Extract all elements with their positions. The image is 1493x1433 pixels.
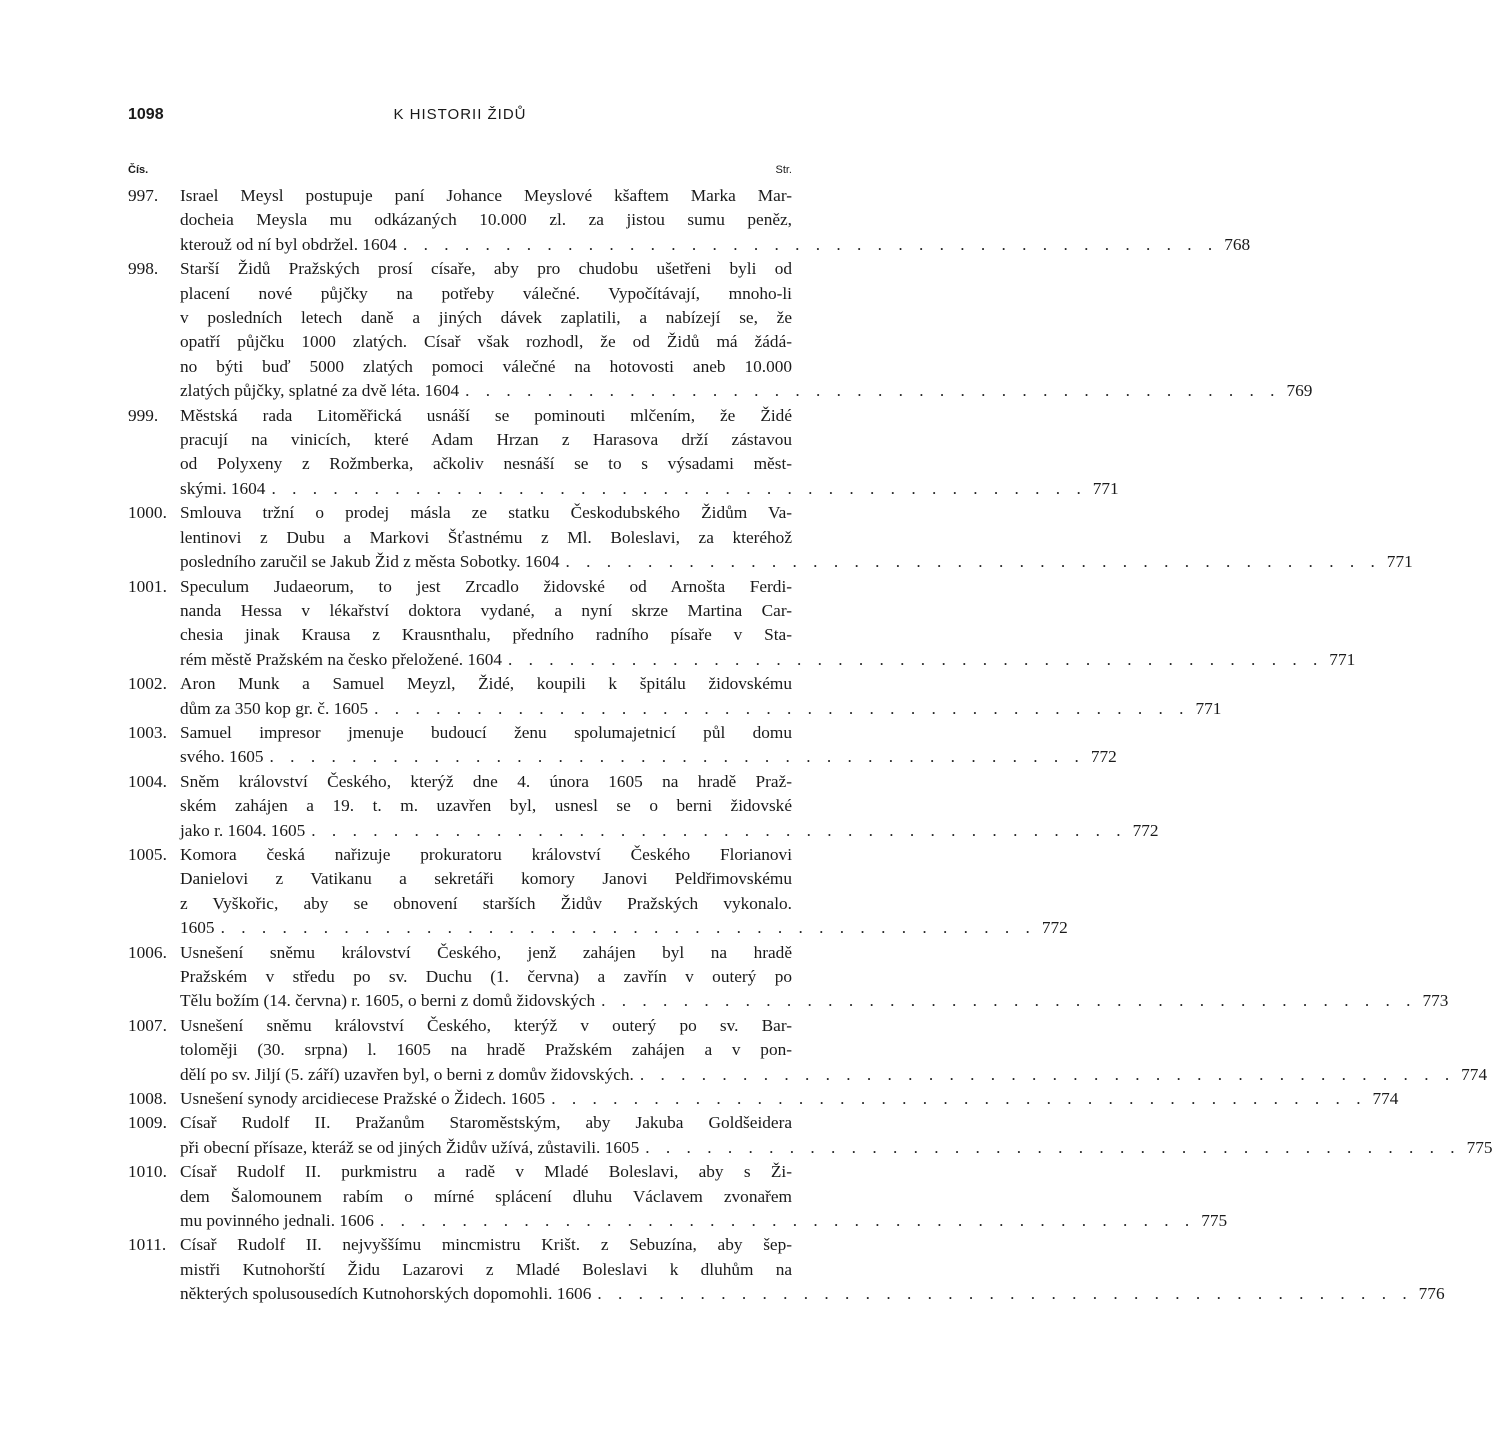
entry-text-line: svého. 1605 [180,747,264,767]
dot-leader: . . . . . . . . . . . . . . . . . . . . . . . . . . . . . . . . . . . . . . . . [565,552,1381,572]
entry-text-line: jako r. 1604. 1605 [180,820,306,840]
entry-last-line [180,648,1356,672]
entry-last-line [180,233,1251,257]
dot-leader: . . . . . . . . . . . . . . . . . . . . . . . . . . . . . . . . . . . . . . . . [601,991,1417,1011]
list-item [128,1014,1488,1087]
entry-number: 1002. [128,674,167,694]
entry-text-line: Usnešení sněmu království Českého, jenž zahájen byl na hradě [180,942,792,962]
column-headings [128,164,792,182]
dot-leader: . . . . . . . . . . . . . . . . . . . . . . . . . . . . . . . . . . . . . . . . [645,1137,1461,1157]
list-item [128,1233,1445,1306]
dot-leader: . . . . . . . . . . . . . . . . . . . . . . . . . . . . . . . . . . . . . . . . [507,649,1324,669]
entry-text-line: Aron Munk a Samuel Meyzl, Židé, koupili k špitálu židovskému [180,674,792,694]
entry-text-line: lentinovi z Dubu a Markovi Šťastnému z Ml. Boleslavi, za kteréhož [180,527,792,547]
entry-number: 1006. [128,942,167,962]
entry-text-line: mu povinného jednali. 1606 [180,1211,374,1231]
entry-number: 1008. [128,1089,167,1109]
entry-text-line: v posledních letech daně a jiných dávek zaplatili, a nabízejí se, že [180,308,792,328]
entry-last-line [180,819,1159,843]
column-heading-number: Čís. [128,164,149,176]
entry-page-number: 771 [1386,552,1413,572]
entry-text-line: Smlouva tržní o prodej másla ze statku Českodubského Židům Va- [180,503,792,523]
entry-number: 1010. [128,1162,167,1182]
entry-text-line: Usnešení sněmu království Českého, kterýž v outerý po sv. Bar- [180,1015,792,1035]
entry-text-line: pracují na vinicích, které Adam Hrzan z Harasova drží zástavou [180,430,792,450]
entry-last-line [180,989,1449,1013]
entry-text-line: Samuel impresor jmenuje budoucí ženu spolumajetnicí půl domu [180,722,792,742]
dot-leader: . . . . . . . . . . . . . . . . . . . . . . . . . . . . . . . . . . . . . . . . [311,820,1127,840]
list-item [128,721,1117,770]
entry-text-line: mistři Kutnohorští Židu Lazarovi z Mladé Boleslavi k dluhům na [180,1259,792,1279]
entry-last-line [180,697,1222,721]
entry-text-line: docheia Meysla mu odkázaných 10.000 zl. za jistou sumu peněz, [180,210,792,230]
entry-number: 1003. [128,722,167,742]
page-number: 1098 [128,106,164,123]
entry-number: 1000. [128,503,167,523]
list-item [128,770,1159,843]
entry-page-number: 775 [1466,1137,1493,1157]
list-item [128,1087,1399,1111]
entry-page-number: 771 [1329,649,1356,669]
entry-last-line [180,1063,1488,1087]
entry-text-line: od Polyxeny z Rožmberka, ačkoliv nesnáší se to s výsadami měst- [180,454,792,474]
entry-text-line: Císař Rudolf II. nejvyššímu mincmistru Krišt. z Sebuzína, aby šep- [180,1235,792,1255]
dot-leader: . . . . . . . . . . . . . . . . . . . . . . . . . . . . . . . . . . . . . . . . [465,381,1281,401]
list-item [128,184,1251,257]
entry-text-line: Císař Rudolf II. Pražanům Staroměstským, aby Jakuba Goldšeidera [180,1113,792,1133]
entry-page-number: 773 [1422,991,1449,1011]
entry-page-number: 768 [1224,234,1251,254]
entry-number: 997. [128,186,159,205]
entry-page-number: 771 [1195,698,1222,718]
entry-text-line: Danielovi z Vatikanu a sekretáři komory Janovi Peldřimovskému [180,869,792,889]
entry-text-line: no býti buď 5000 zlatých pomoci válečné na hotovosti aneb 10.000 [180,356,792,376]
entry-text-line: placení nové půjčky na potřeby válečné. Vypočítávají, mnoho-li [180,283,792,303]
entry-last-line [180,745,1117,769]
entry-number: 1007. [128,1015,167,1035]
entry-number: 998. [128,259,159,279]
entry-text-line: Speculum Judaeorum, to jest Zrcadlo židovské od Arnošta Ferdi- [180,576,792,596]
list-item [128,1160,1228,1233]
running-title: K HISTORII ŽIDŮ [393,106,527,123]
entry-text-line: dělí po sv. Jiljí (5. září) uzavřen byl, o berni z domův židovských. [180,1064,634,1084]
entry-text-line: opatří půjčku 1000 zlatých. Císař však rozhodl, že od Židů má žádá- [180,332,792,352]
entry-text-line: Israel Meysl postupuje paní Johance Meyslové kšaftem Marka Mar- [180,186,792,205]
list-item [128,501,1413,574]
entry-last-line [180,1209,1228,1233]
list-item [128,672,1222,721]
entry-text-line: toloměji (30. srpna) l. 1605 na hradě Pražském zahájen a v pon- [180,1040,792,1060]
entry-number: 1005. [128,844,167,864]
entry-page-number: 772 [1132,820,1159,840]
dot-leader: . . . . . . . . . . . . . . . . . . . . . . . . . . . . . . . . . . . . . . . . [597,1284,1413,1304]
entry-last-line [180,1087,1399,1111]
running-head [128,106,792,132]
entry-page-number: 771 [1092,478,1119,498]
list-item [128,575,1356,673]
entry-text-line: Tělu božím (14. června) r. 1605, o berni z domů židovských [180,991,596,1011]
entry-last-line [180,1282,1445,1306]
dot-leader: . . . . . . . . . . . . . . . . . . . . . . . . . . . . . . . . . . . . . . . . [379,1211,1196,1231]
entry-page-number: 775 [1201,1211,1228,1231]
entry-text-line: Usnešení synody arcidiecese Pražské o Židech. 1605 [180,1089,546,1109]
entry-text-line: Sněm království Českého, kterýž dne 4. února 1605 na hradě Praž- [180,771,792,791]
dot-leader: . . . . . . . . . . . . . . . . . . . . . . . . . . . . . . . . . . . . . . . . [220,918,1036,938]
column-heading-page: Str. [775,164,792,176]
entry-text-line: dům za 350 kop gr. č. 1605 [180,698,369,718]
entry-last-line [180,1136,1493,1160]
entry-page-number: 772 [1041,918,1068,938]
entry-number: 1009. [128,1113,167,1133]
entry-page-number: 776 [1418,1284,1445,1304]
entry-list [128,184,1493,1307]
entry-page-number: 772 [1090,747,1117,767]
entry-number: 1001. [128,576,167,596]
entry-page-number: 769 [1286,381,1313,401]
entry-text-line: skými. 1604 [180,478,266,498]
entry-text-line: kterouž od ní byl obdržel. 1604 [180,234,397,254]
entry-text-line: chesia jinak Krausa z Krausnthalu, předního radního písaře v Sta- [180,625,792,645]
entry-last-line [180,379,1313,403]
entry-number: 999. [128,405,159,425]
entry-number: 1011. [128,1235,167,1255]
list-item [128,941,1449,1014]
list-item [128,404,1119,502]
entry-text-line: při obecní přísaze, kteráž se od jiných Židův užívá, zůstavili. 1605 [180,1137,640,1157]
list-item [128,1111,1493,1160]
entry-page-number: 774 [1372,1089,1399,1109]
entry-text-line: Císař Rudolf II. purkmistru a radě v Mladé Boleslavi, aby s Ži- [180,1162,792,1182]
entry-text-line: 1605 [180,918,215,938]
entry-last-line [180,477,1119,501]
entry-text-line: nanda Hessa v lékařství doktora vydané, a nyní skrze Martina Car- [180,600,792,620]
entry-last-line [180,916,1068,940]
dot-leader: . . . . . . . . . . . . . . . . . . . . . . . . . . . . . . . . . . . . . . . . [551,1089,1367,1109]
dot-leader: . . . . . . . . . . . . . . . . . . . . . . . . . . . . . . . . . . . . . . . . [374,698,1190,718]
entry-text-line: Pražském v středu po sv. Duchu (1. června) a zavřín v outerý po [180,967,792,986]
dot-leader: . . . . . . . . . . . . . . . . . . . . . . . . . . . . . . . . . . . . . . . . [402,234,1219,254]
entry-text-line: rém městě Pražském na česko přeložené. 1604 [180,649,502,669]
entry-last-line [180,550,1413,574]
entry-text-line: dem Šalomounem rabím o mírné splácení dluhu Václavem zvonařem [180,1186,792,1206]
dot-leader: . . . . . . . . . . . . . . . . . . . . . . . . . . . . . . . . . . . . . . . . [269,747,1085,767]
entry-text-line: některých spolusousedích Kutnohorských dopomohli. 1606 [180,1284,592,1304]
entry-text-line: Komora česká nařizuje prokuratoru království Českého Florianovi [180,844,792,864]
entry-number: 1004. [128,771,167,791]
entry-text-line: zlatých půjčky, splatné za dvě léta. 1604 [180,381,460,401]
dot-leader: . . . . . . . . . . . . . . . . . . . . . . . . . . . . . . . . . . . . . . . . [639,1064,1456,1084]
entry-text-line: Městská rada Litoměřická usnáší se pominouti mlčením, že Židé [180,405,792,425]
list-item [128,257,1313,403]
entry-text-line: z Vyškořic, aby se obnovení starších Židův Pražských vykonalo. [180,893,792,913]
entry-page-number: 774 [1461,1064,1488,1084]
entry-text-line: ském zahájen a 19. t. m. uzavřen byl, usnesl se o berni židovské [180,796,792,816]
list-item [128,843,1068,941]
dot-leader: . . . . . . . . . . . . . . . . . . . . . . . . . . . . . . . . . . . . . . . . [271,478,1087,498]
entry-text-line: Starší Židů Pražských prosí císaře, aby pro chudobu ušetřeni byli od [180,259,792,279]
entry-text-line: posledního zaručil se Jakub Žid z města Sobotky. 1604 [180,552,560,572]
